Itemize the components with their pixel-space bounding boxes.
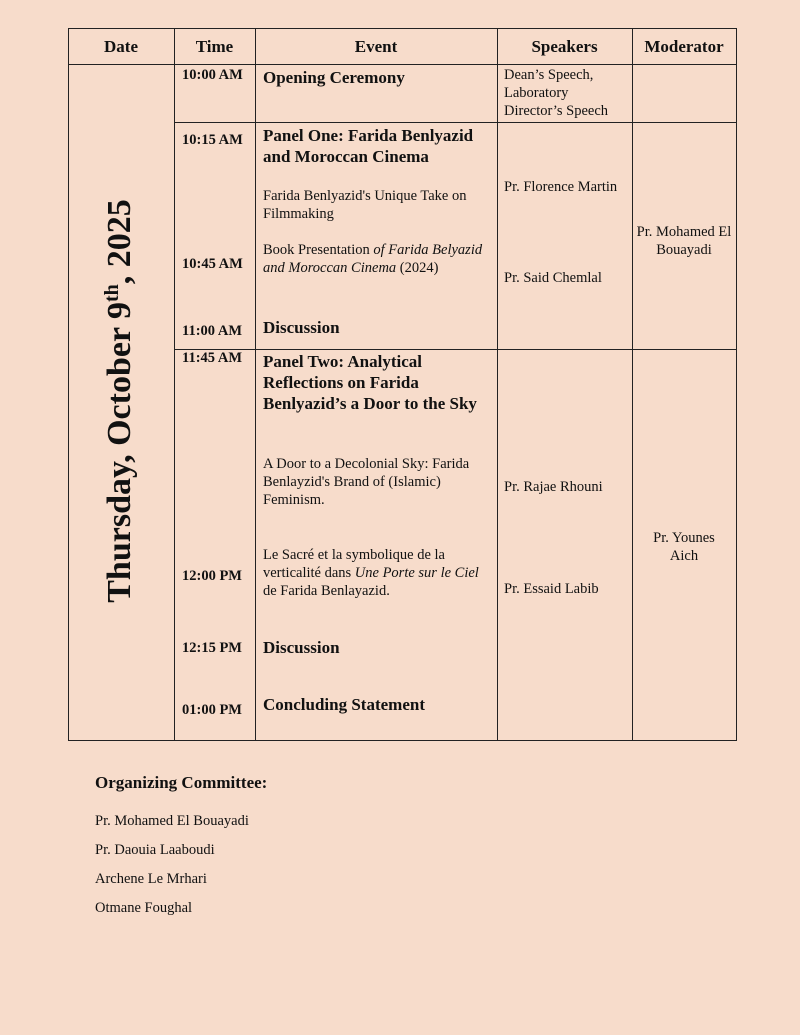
committee-member: Archene Le Mrhari [95, 871, 207, 887]
panel2-talk1: A Door to a Decolonial Sky: Farida Benlayzid's Brand of (Islamic) Feminism. [263, 456, 470, 508]
header-divider [68, 64, 736, 65]
time-panel2-talk2: 12:00 PM [182, 568, 242, 584]
panel2-talk2-film-title: Une Porte sur le Ciel [354, 565, 479, 581]
panel1-talk1: Farida Benlyazid's Unique Take on Filmmaking [263, 188, 467, 222]
organizing-committee [95, 773, 267, 923]
panel2-talk2 [263, 546, 491, 600]
panel1-discussion: Discussion [263, 318, 340, 337]
panel1-talk2-book-title: of Farida Belyazid and Moroccan Cinema [263, 242, 483, 276]
committee-member: Otmane Foughal [95, 900, 193, 916]
time-panel2-conclusion: 01:00 PM [182, 702, 242, 718]
committee-member: Pr. Mohamed El Bouayadi [95, 813, 249, 829]
row-divider [174, 122, 736, 123]
speakers-opening: Dean’s Speech, Laboratory Director’s Speech [504, 67, 609, 119]
time-opening: 10:00 AM [182, 67, 243, 83]
panel1-talk2 [263, 241, 493, 277]
committee-title: Organizing Committee: [95, 773, 268, 792]
panel2-talk1-speaker: Pr. Rajae Rhouni [504, 479, 603, 495]
date-suffix: th [100, 284, 123, 303]
panel2-discussion: Discussion [263, 638, 340, 657]
header-event: Event [354, 37, 398, 56]
panel1-talk1-speaker: Pr. Florence Martin [504, 179, 618, 195]
header-speakers: Speakers [531, 37, 598, 56]
row-divider [174, 349, 736, 350]
column-divider [255, 28, 256, 740]
panel2-talk2-speaker: Pr. Essaid Labib [504, 581, 599, 597]
header-moderator: Moderator [644, 37, 724, 56]
event-date [92, 62, 148, 740]
column-divider [497, 28, 498, 740]
time-panel2-start: 11:45 AM [182, 350, 243, 366]
date-prefix: Thursday, October 9 [101, 302, 139, 603]
panel2-title: Panel Two: Analytical Reflections on Farida Benlyazid’s a Door to the Sky [263, 352, 477, 413]
time-panel1-discussion: 11:00 AM [182, 323, 243, 339]
column-divider [174, 28, 175, 740]
header-date: Date [104, 37, 138, 56]
panel1-title: Panel One: Farida Benlyazid and Moroccan Cinema [263, 126, 474, 166]
panel1-talk2-year: (2024) [396, 260, 439, 276]
event-opening: Opening Ceremony [263, 68, 405, 87]
panel2-conclusion: Concluding Statement [263, 695, 425, 714]
program-table [68, 28, 736, 740]
time-panel1-start: 10:15 AM [182, 132, 243, 148]
panel2-moderator: Pr. Younes Aich [653, 530, 715, 564]
panel2-talk2-author: de Farida Benlayazid. [263, 583, 390, 599]
time-panel2-discussion: 12:15 PM [182, 640, 242, 656]
panel2-talk2-text: Le Sacré et la symbolique de la verticalité dans [263, 547, 445, 581]
panel1-moderator: Pr. Mohamed El Bouayadi [636, 224, 732, 258]
date-year: , 2025 [101, 199, 139, 285]
panel1-talk2-speaker: Pr. Said Chemlal [504, 270, 602, 286]
time-panel1-talk2: 10:45 AM [182, 256, 243, 272]
committee-member: Pr. Daouia Laaboudi [95, 842, 215, 858]
column-divider [632, 28, 633, 740]
header-time: Time [195, 37, 234, 56]
panel1-talk2-text: Book Presentation [263, 242, 374, 258]
